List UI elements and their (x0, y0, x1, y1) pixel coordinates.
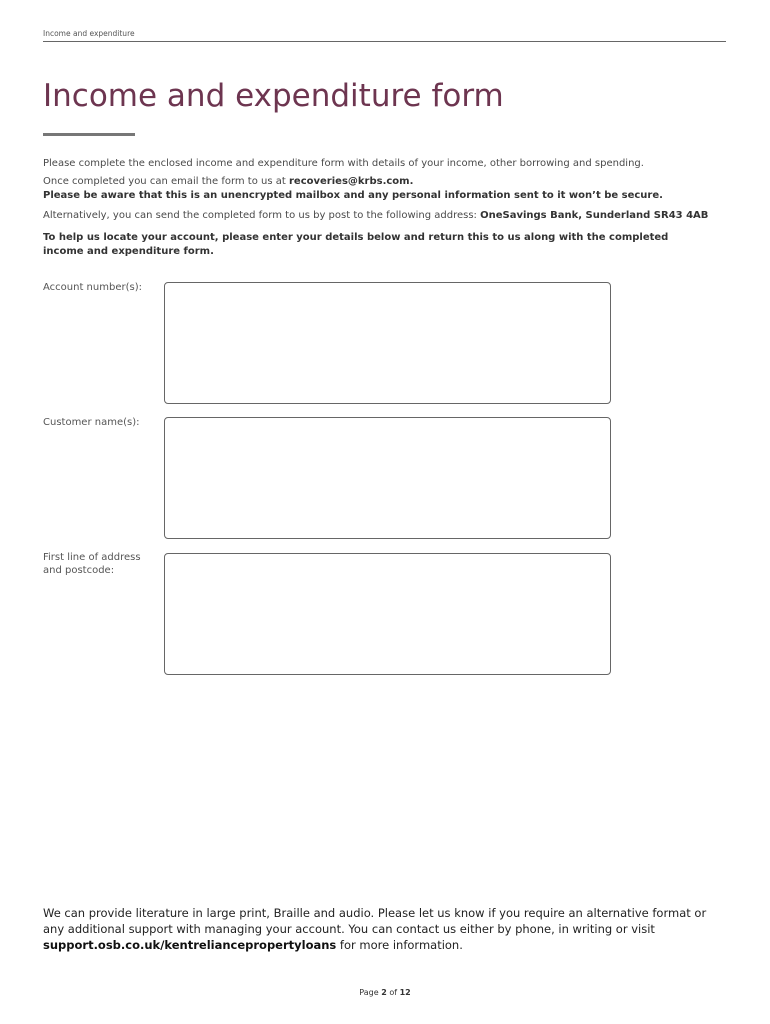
email-address[interactable]: recoveries@krbs.com. (288, 176, 414, 187)
email-line (43, 175, 733, 189)
running-header (43, 29, 726, 42)
page-total: 12 (399, 988, 411, 997)
security-warning: Please be aware that this is an unencrypted mailbox and any personal information sent to it won’t be secure. (43, 189, 663, 201)
email-prefix: Once completed you can email the form to us at (43, 176, 289, 187)
post-line (43, 209, 733, 223)
post-address: OneSavings Bank, Sunderland SR43 4AB (480, 210, 709, 221)
account-number-field[interactable] (164, 282, 611, 404)
customer-name-field[interactable] (164, 417, 611, 539)
intro-line-1: Please complete the enclosed income and expenditure form with details of your income, other borrowing and spending. (43, 158, 644, 169)
running-header-title: Income and expenditure (43, 29, 135, 38)
instruction-line-2: income and expenditure form. (43, 245, 214, 257)
account-number-label: Account number(s): (43, 282, 142, 293)
page-current: 2 (381, 988, 387, 997)
title-underline (43, 133, 135, 136)
footer-line-2: any additional support with managing your account. You can contact us either by phone, in writing or visit (43, 922, 655, 936)
customer-name-label: Customer name(s): (43, 417, 140, 428)
address-label-line-2: and postcode: (43, 565, 115, 576)
instruction-line-1: To help us locate your account, please enter your details below and return this to us along with the completed (43, 232, 669, 243)
address-label-line-1: First line of address (43, 552, 141, 563)
address-label (43, 551, 158, 577)
intro-section (43, 157, 733, 171)
accessibility-note (43, 905, 723, 953)
footer-suffix: for more information. (336, 938, 463, 952)
post-prefix: Alternatively, you can send the completed form to us by post to the following address: (43, 210, 481, 221)
email-section (43, 175, 733, 202)
page-number: Page 2 of 12 (359, 988, 411, 997)
footer-line-3 (43, 937, 723, 953)
page-title: Income and expenditure form (43, 78, 504, 114)
support-link[interactable]: support.osb.co.uk/kentreliancepropertyloans (43, 938, 337, 952)
address-postcode-field[interactable] (164, 553, 611, 675)
footer-line-1: We can provide literature in large print, Braille and audio. Please let us know if you require an alternative format or (43, 906, 707, 920)
instruction-section (43, 231, 733, 258)
post-section (43, 209, 733, 223)
